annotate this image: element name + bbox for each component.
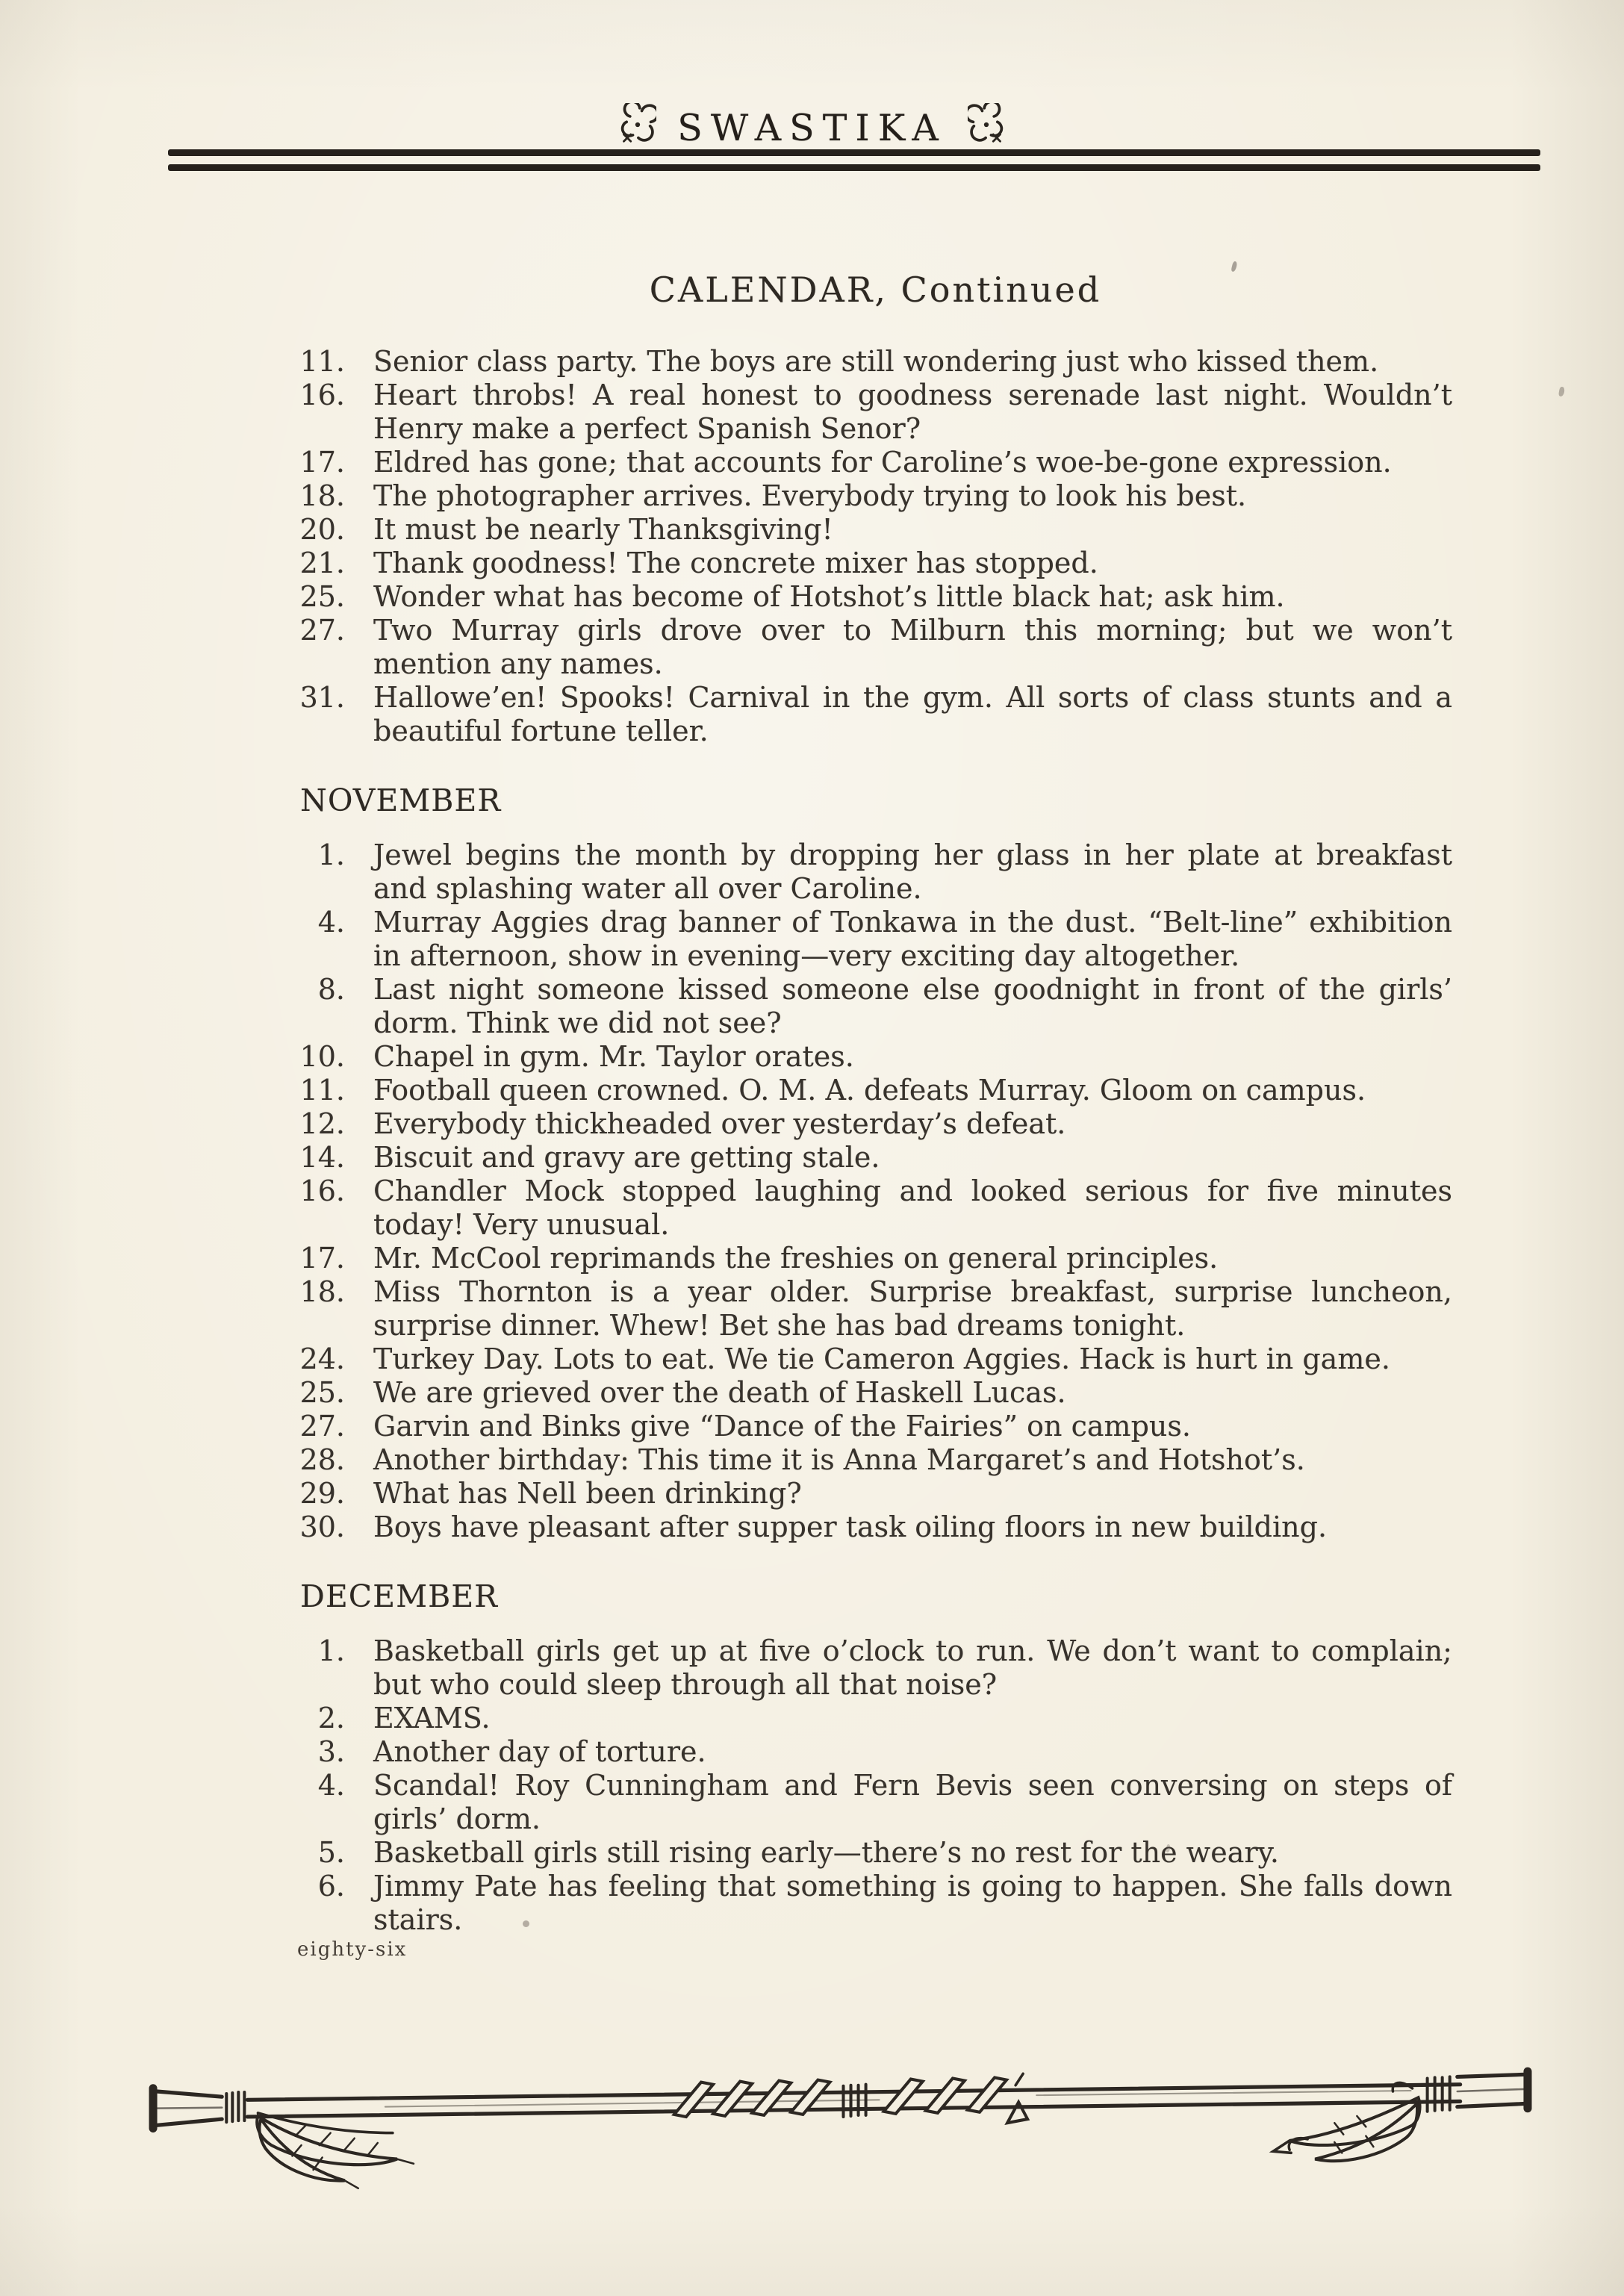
entry-text: It must be nearly Thanksgiving! (373, 513, 833, 546)
entry-text: Wonder what has become of Hotshot’s little black hat; ask him. (373, 580, 1285, 613)
entry-text: Another day of torture. (373, 1735, 706, 1768)
entry-day-number: 4. (317, 1769, 345, 1802)
entry-text: Heart throbs! A real honest to goodness serenade last night. Wouldn’t Henry make a perfect Spanish Senor? (373, 379, 1452, 445)
calendar-entry (299, 1376, 1452, 1410)
entry-day-number: 16. (299, 379, 345, 411)
calendar-entry (299, 1836, 1452, 1870)
calendar-entry (299, 379, 1452, 446)
entry-day-number: 20. (299, 513, 345, 546)
calendar-entry (299, 1410, 1452, 1443)
calendar-entry (299, 1634, 1452, 1702)
calendar-entry (299, 513, 1452, 547)
month-heading-december: DECEMBER (300, 1578, 499, 1614)
calendar-entry (299, 681, 1452, 748)
calendar-entry (299, 1141, 1452, 1175)
entry-day-number: 18. (299, 479, 345, 512)
entry-day-number: 25. (299, 1376, 345, 1409)
entry-text: We are grieved over the death of Haskell Lucas. (373, 1376, 1066, 1409)
entry-text: Mr. McCool reprimands the freshies on general principles. (373, 1242, 1219, 1275)
entry-day-number: 24. (299, 1343, 345, 1375)
entry-day-number: 27. (299, 1410, 345, 1443)
calendar-entry (299, 906, 1452, 973)
calendar-entry (299, 1870, 1452, 1937)
calendar-list (299, 345, 1452, 1937)
entry-day-number: 18. (299, 1275, 345, 1308)
entry-text: Jimmy Pate has feeling that something is going to happen. She falls down stairs. (373, 1870, 1452, 1936)
header-rule-bottom (168, 164, 1540, 171)
entry-day-number: 3. (317, 1735, 345, 1768)
entry-day-number: 1. (317, 839, 345, 871)
entry-text: Football queen crowned. O. M. A. defeats Murray. Gloom on campus. (373, 1074, 1366, 1107)
masthead (0, 103, 1624, 149)
entry-day-number: 8. (317, 973, 345, 1006)
calendar-entry (299, 1040, 1452, 1074)
entry-text: Miss Thornton is a year older. Surprise breakfast, surprise luncheon, surprise dinner. Whew! Bet she has bad dreams tonight. (373, 1275, 1452, 1342)
calendar-entry (299, 1343, 1452, 1376)
calendar-entry (299, 446, 1452, 479)
header-rule-top (168, 149, 1540, 156)
calendar-entry (299, 839, 1452, 906)
entry-day-number: 1. (317, 1634, 345, 1667)
entry-day-number: 11. (299, 345, 345, 378)
calendar-entry (299, 547, 1452, 580)
entry-text: Jewel begins the month by dropping her glass in her plate at breakfast and splashing water all over Caroline. (373, 839, 1452, 905)
entry-day-number: 2. (317, 1702, 345, 1735)
entry-day-number: 4. (317, 906, 345, 939)
entry-text: Last night someone kissed someone else goodnight in front of the girls’ dorm. Think we did not see? (373, 973, 1452, 1039)
entry-day-number: 5. (317, 1836, 345, 1869)
calendar-entry (299, 1702, 1452, 1735)
scan-speck (1558, 386, 1565, 396)
entry-text: Biscuit and gravy are getting stale. (373, 1141, 880, 1174)
entry-text: Basketball girls still rising early—there’s no rest for the weary. (373, 1836, 1280, 1869)
entry-day-number: 10. (299, 1040, 345, 1073)
entry-text: Scandal! Roy Cunningham and Fern Bevis seen conversing on steps of girls’ dorm. (373, 1769, 1452, 1835)
entry-text: Chandler Mock stopped laughing and looked serious for five minutes today! Very unusual. (373, 1175, 1452, 1241)
entry-day-number: 17. (299, 446, 345, 479)
calendar-entry (299, 1769, 1452, 1836)
calendar-entry (299, 1511, 1452, 1544)
entry-text: Hallowe’en! Spooks! Carnival in the gym. All sorts of class stunts and a beautiful fortune teller. (373, 681, 1452, 747)
calendar-entry (299, 1074, 1452, 1107)
entry-text: Murray Aggies drag banner of Tonkawa in the dust. “Belt-line” exhibition in afternoon, show in evening—very exciting day altogether. (373, 906, 1452, 972)
calendar-entry (299, 973, 1452, 1040)
calendar-entry (299, 1477, 1452, 1511)
calendar-entry (299, 1443, 1452, 1477)
entry-day-number: 25. (299, 580, 345, 613)
calendar-entry (299, 614, 1452, 681)
calendar-entry (299, 580, 1452, 614)
entry-day-number: 11. (299, 1074, 345, 1107)
entry-text: Garvin and Binks give “Dance of the Fairies” on campus. (373, 1410, 1191, 1443)
entry-day-number: 16. (299, 1175, 345, 1207)
entry-text: Chapel in gym. Mr. Taylor orates. (373, 1040, 854, 1073)
scan-speck (523, 1920, 529, 1927)
entry-day-number: 27. (299, 614, 345, 647)
entry-day-number: 6. (317, 1870, 345, 1903)
entry-day-number: 14. (299, 1141, 345, 1174)
entry-day-number: 12. (299, 1107, 345, 1140)
month-heading-november: NOVEMBER (300, 783, 502, 818)
entry-text: Everybody thickheaded over yesterday’s defeat. (373, 1107, 1066, 1140)
page-number: eighty-six (297, 1938, 408, 1961)
entry-day-number: 30. (299, 1511, 345, 1543)
calendar-entry (299, 1242, 1452, 1275)
fleuron-right-icon (968, 103, 1005, 146)
calendar-entry (299, 1107, 1452, 1141)
entry-text: EXAMS. (373, 1702, 491, 1735)
entry-text: Boys have pleasant after supper task oiling floors in new building. (373, 1511, 1328, 1543)
page-title: CALENDAR, Continued (649, 270, 1102, 310)
entry-day-number: 29. (299, 1477, 345, 1510)
calendar-entry (299, 1275, 1452, 1343)
entry-day-number: 17. (299, 1242, 345, 1275)
entry-text: Thank goodness! The concrete mixer has stopped. (373, 547, 1098, 579)
entry-text: Turkey Day. Lots to eat. We tie Cameron Aggies. Hack is hurt in game. (373, 1343, 1390, 1375)
entry-text: Senior class party. The boys are still wondering just who kissed them. (373, 345, 1379, 378)
masthead-title: SWASTIKA (677, 107, 947, 149)
entry-text: Another birthday: This time it is Anna Margaret’s and Hotshot’s. (373, 1443, 1305, 1476)
entry-day-number: 31. (299, 681, 345, 714)
entry-day-number: 28. (299, 1443, 345, 1476)
entry-text: What has Nell been drinking? (373, 1477, 802, 1510)
entry-text: Eldred has gone; that accounts for Caroline’s woe-be-gone expression. (373, 446, 1392, 479)
fleuron-left-icon (619, 103, 656, 146)
calendar-entry (299, 1175, 1452, 1242)
calendar-entry (299, 479, 1452, 513)
entry-day-number: 21. (299, 547, 345, 579)
calendar-entry (299, 345, 1452, 379)
feathered-lance-illustration (146, 2065, 1538, 2196)
entry-text: Two Murray girls drove over to Milburn this morning; but we won’t mention any names. (373, 614, 1452, 680)
calendar-entry (299, 1735, 1452, 1769)
entry-text: The photographer arrives. Everybody trying to look his best. (373, 479, 1247, 512)
entry-text: Basketball girls get up at five o’clock to run. We don’t want to complain; but who could sleep through all that noise? (373, 1634, 1452, 1701)
